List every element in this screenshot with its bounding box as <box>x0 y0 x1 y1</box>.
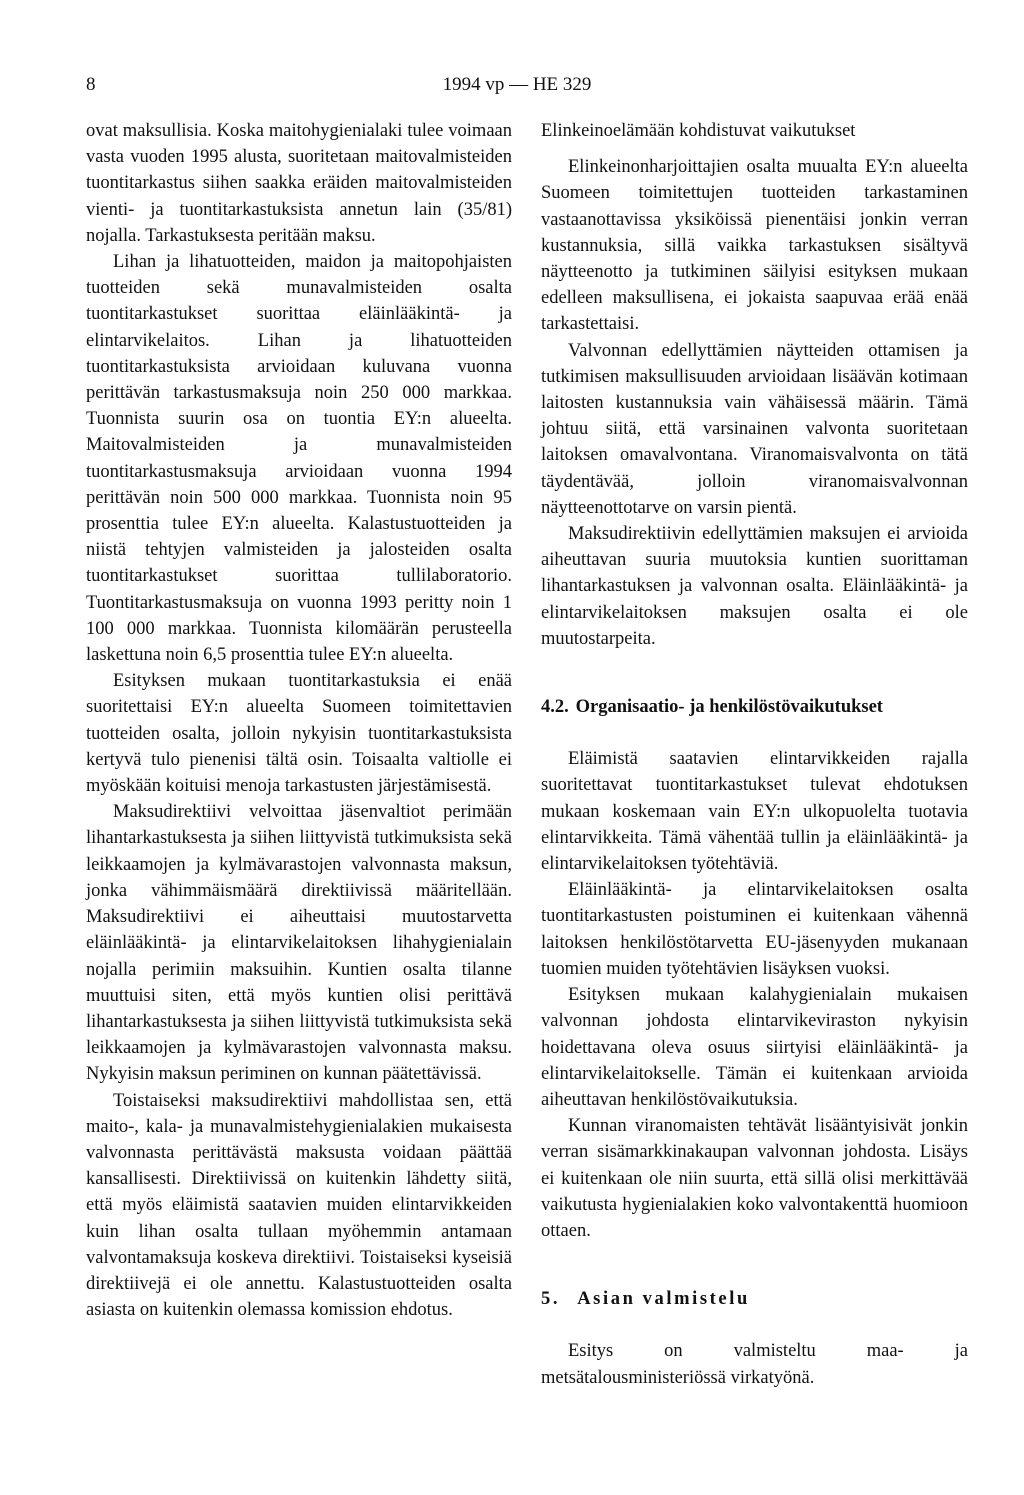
right-column <box>541 118 968 1391</box>
section-heading-4-2 <box>541 694 968 720</box>
paragraph: Valvonnan edellyttämien näytteiden ottamisen ja tutkimisen maksullisuuden arvioidaan lisäävän kotimaan laitosten kustannuksia vain vähäisessä määrin. Tämä johtuu siitä, että varsinainen valvonta suoritetaan laitoksen omavalvontana. Viranomaisvalvonta on tätä täydentävää, jolloin viranomaisvalvonnan näytteenottotarve on varsin pientä. <box>541 340 968 518</box>
left-column <box>86 118 512 1323</box>
paragraph: Eläimistä saatavien elintarvikkeiden rajalla suoritettavat tuontitarkastukset tulevat ehdotuksen mukaan koskemaan vain EY:n ulkopuolelta tuotavia elintarvikkeita. Tämä vähentää tullin ja eläinlääkintä- ja elintarvikelaitoksen työtehtäviä. <box>541 749 968 875</box>
paragraph: Lihan ja lihatuotteiden, maidon ja maitopohjaisten tuotteiden sekä munavalmisteiden osalta tuontitarkastukset suorittaa eläinlääkintä- ja elintarvikelaitos. Lihan ja lihatuotteiden tuontitarkastuksista arvioidaan kuluvana vuonna perittävän tarkastusmaksuja noin 250 000 markkaa. Tuonnista suurin osa on tuontia EY:n alueelta. Maitovalmisteiden ja munavalmisteiden tuontitarkastusmaksuja arvioidaan vuonna 1994 perittävän noin 500 000 markkaa. Tuonnista noin 95 prosenttia tulee EY:n alueelta. Kalastustuotteiden ja niistä tehtyjen valmisteiden ja jalosteiden osalta tuontitarkastukset suorittaa tullilaboratorio. Tuontitarkastusmaksuja on vuonna 1993 peritty noin 1 100 000 markkaa. Tuonnista kilomäärän perusteella laskettuna noin 6,5 prosenttia tulee EY:n alueelta. <box>86 252 512 666</box>
paragraph: Maksudirektiivin edellyttämien maksujen ei arvioida aiheuttavan suuria muutoksia kuntien suorittaman lihantarkastuksen ja valvonnan osalta. Eläinlääkintä- ja elintarvikelaitoksen maksujen osalta ei ole muutostarpeita. <box>541 524 968 649</box>
paragraph: Esitys on valmisteltu maa- ja metsätalousministeriössä virkatyönä. <box>541 1341 968 1388</box>
section-title: Organisaatio- ja henkilöstövaikutukset <box>575 697 883 718</box>
paragraph: Eläinlääkintä- ja elintarvikelaitoksen osalta tuontitarkastusten poistuminen ei kuitenkaan vähennä laitoksen henkilöstötarvetta EU-jäsenyyden mukanaan tuomien muiden työtehtävien lisäyksen vuoksi. <box>541 880 968 979</box>
section-title: Asian valmistelu <box>577 1289 750 1310</box>
section-number: 4.2. <box>541 697 569 718</box>
paragraph: Kunnan viranomaisten tehtävät lisääntyisivät jonkin verran sisämarkkinakaupan valvonnan johdosta. Lisäys ei kuitenkaan ole niin suurta, että sillä olisi merkittävää vaikutusta hygienialakien koko valvontakenttä huomioon ottaen. <box>541 1116 968 1241</box>
page-number: 8 <box>86 74 96 95</box>
paragraph: Esityksen mukaan tuontitarkastuksia ei enää suoritettaisi EY:n alueelta Suomeen toimitettavien tuotteiden osalta, jolloin nykyisin tuontitarkastuksista kertyvä tulo pienenisi tältä osin. Toisaalta valtiolle ei myöskään koituisi menoja tarkastusten järjestämisestä. <box>86 671 512 797</box>
subheading-effects: Elinkeinoelämään kohdistuvat vaikutukset <box>541 121 856 141</box>
paragraph: ovat maksullisia. Koska maitohygienialaki tulee voimaan vasta vuoden 1995 alusta, suoritetaan maitovalmisteiden tuontitarkastus siihen saakka eräiden maitovalmisteiden vienti- ja tuontitarkastuksista annetun lain (35/81) nojalla. Tarkastuksesta peritään maksu. <box>86 121 512 246</box>
page-header <box>86 74 948 102</box>
paragraph: Toistaiseksi maksudirektiivi mahdollistaa sen, että maito-, kala- ja munavalmistehygienialakien mukaisesta valvonnasta perittävästä maksusta voidaan päättää kansallisesti. Direktiivissä on kuitenkin lähdetty siitä, että myös eläimistä saatavien muiden elintarvikkeiden kuin lihan osalta tullaan myöhemmin antamaan valvontamaksuja koskeva direktiivi. Toistaiseksi kyseisiä direktiivejä ei ole annettu. Kalastustuotteiden osalta asiasta on kuitenkin olemassa komission ehdotus. <box>86 1090 512 1321</box>
running-title: 1994 vp — HE 329 <box>442 74 592 95</box>
section-number: 5. <box>541 1289 561 1310</box>
paragraph: Esityksen mukaan kalahygienialain mukaisen valvonnan johdosta elintarvikeviraston nykyisin hoidettavana oleva osuus siirtyisi eläinlääkintä- ja elintarvikelaitokselle. Tämän ei kuitenkaan arvioida aiheuttavan henkilöstövaikutuksia. <box>541 985 968 1110</box>
section-heading-5 <box>541 1286 968 1312</box>
paragraph: Elinkeinonharjoittajien osalta muualta EY:n alueelta Suomeen toimitettujen tuotteiden tarkastaminen vastaanottavissa yksiköissä pienentäisi jonkin verran kustannuksia, sillä vaikka tarkastuksen sisältyvä näytteenotto ja tutkiminen säilyisi esityksen mukaan edelleen maksullisena, ei jokaista saapuvaa erää enää tarkastettaisi. <box>541 157 968 335</box>
paragraph: Maksudirektiivi velvoittaa jäsenvaltiot perimään lihantarkastuksesta ja siihen liittyvistä tutkimuksista sekä leikkaamojen ja kylmävarastojen valvonnasta maksun, jonka vähimmäismäärä direktiivissä määritellään. Maksudirektiivi ei aiheuttaisi muutostarvetta eläinlääkintä- ja elintarvikelaitoksen lihahygienialain nojalla perimiin maksuihin. Kuntien osalta tilanne muuttuisi siten, että myös kuntien olisi perittävä lihantarkastuksesta ja siihen liittyvistä tutkimuksista sekä leikkaamojen ja kylmävarastojen valvonnasta maksu. Nykyisin maksun periminen on kunnan päätettävissä. <box>86 802 512 1085</box>
